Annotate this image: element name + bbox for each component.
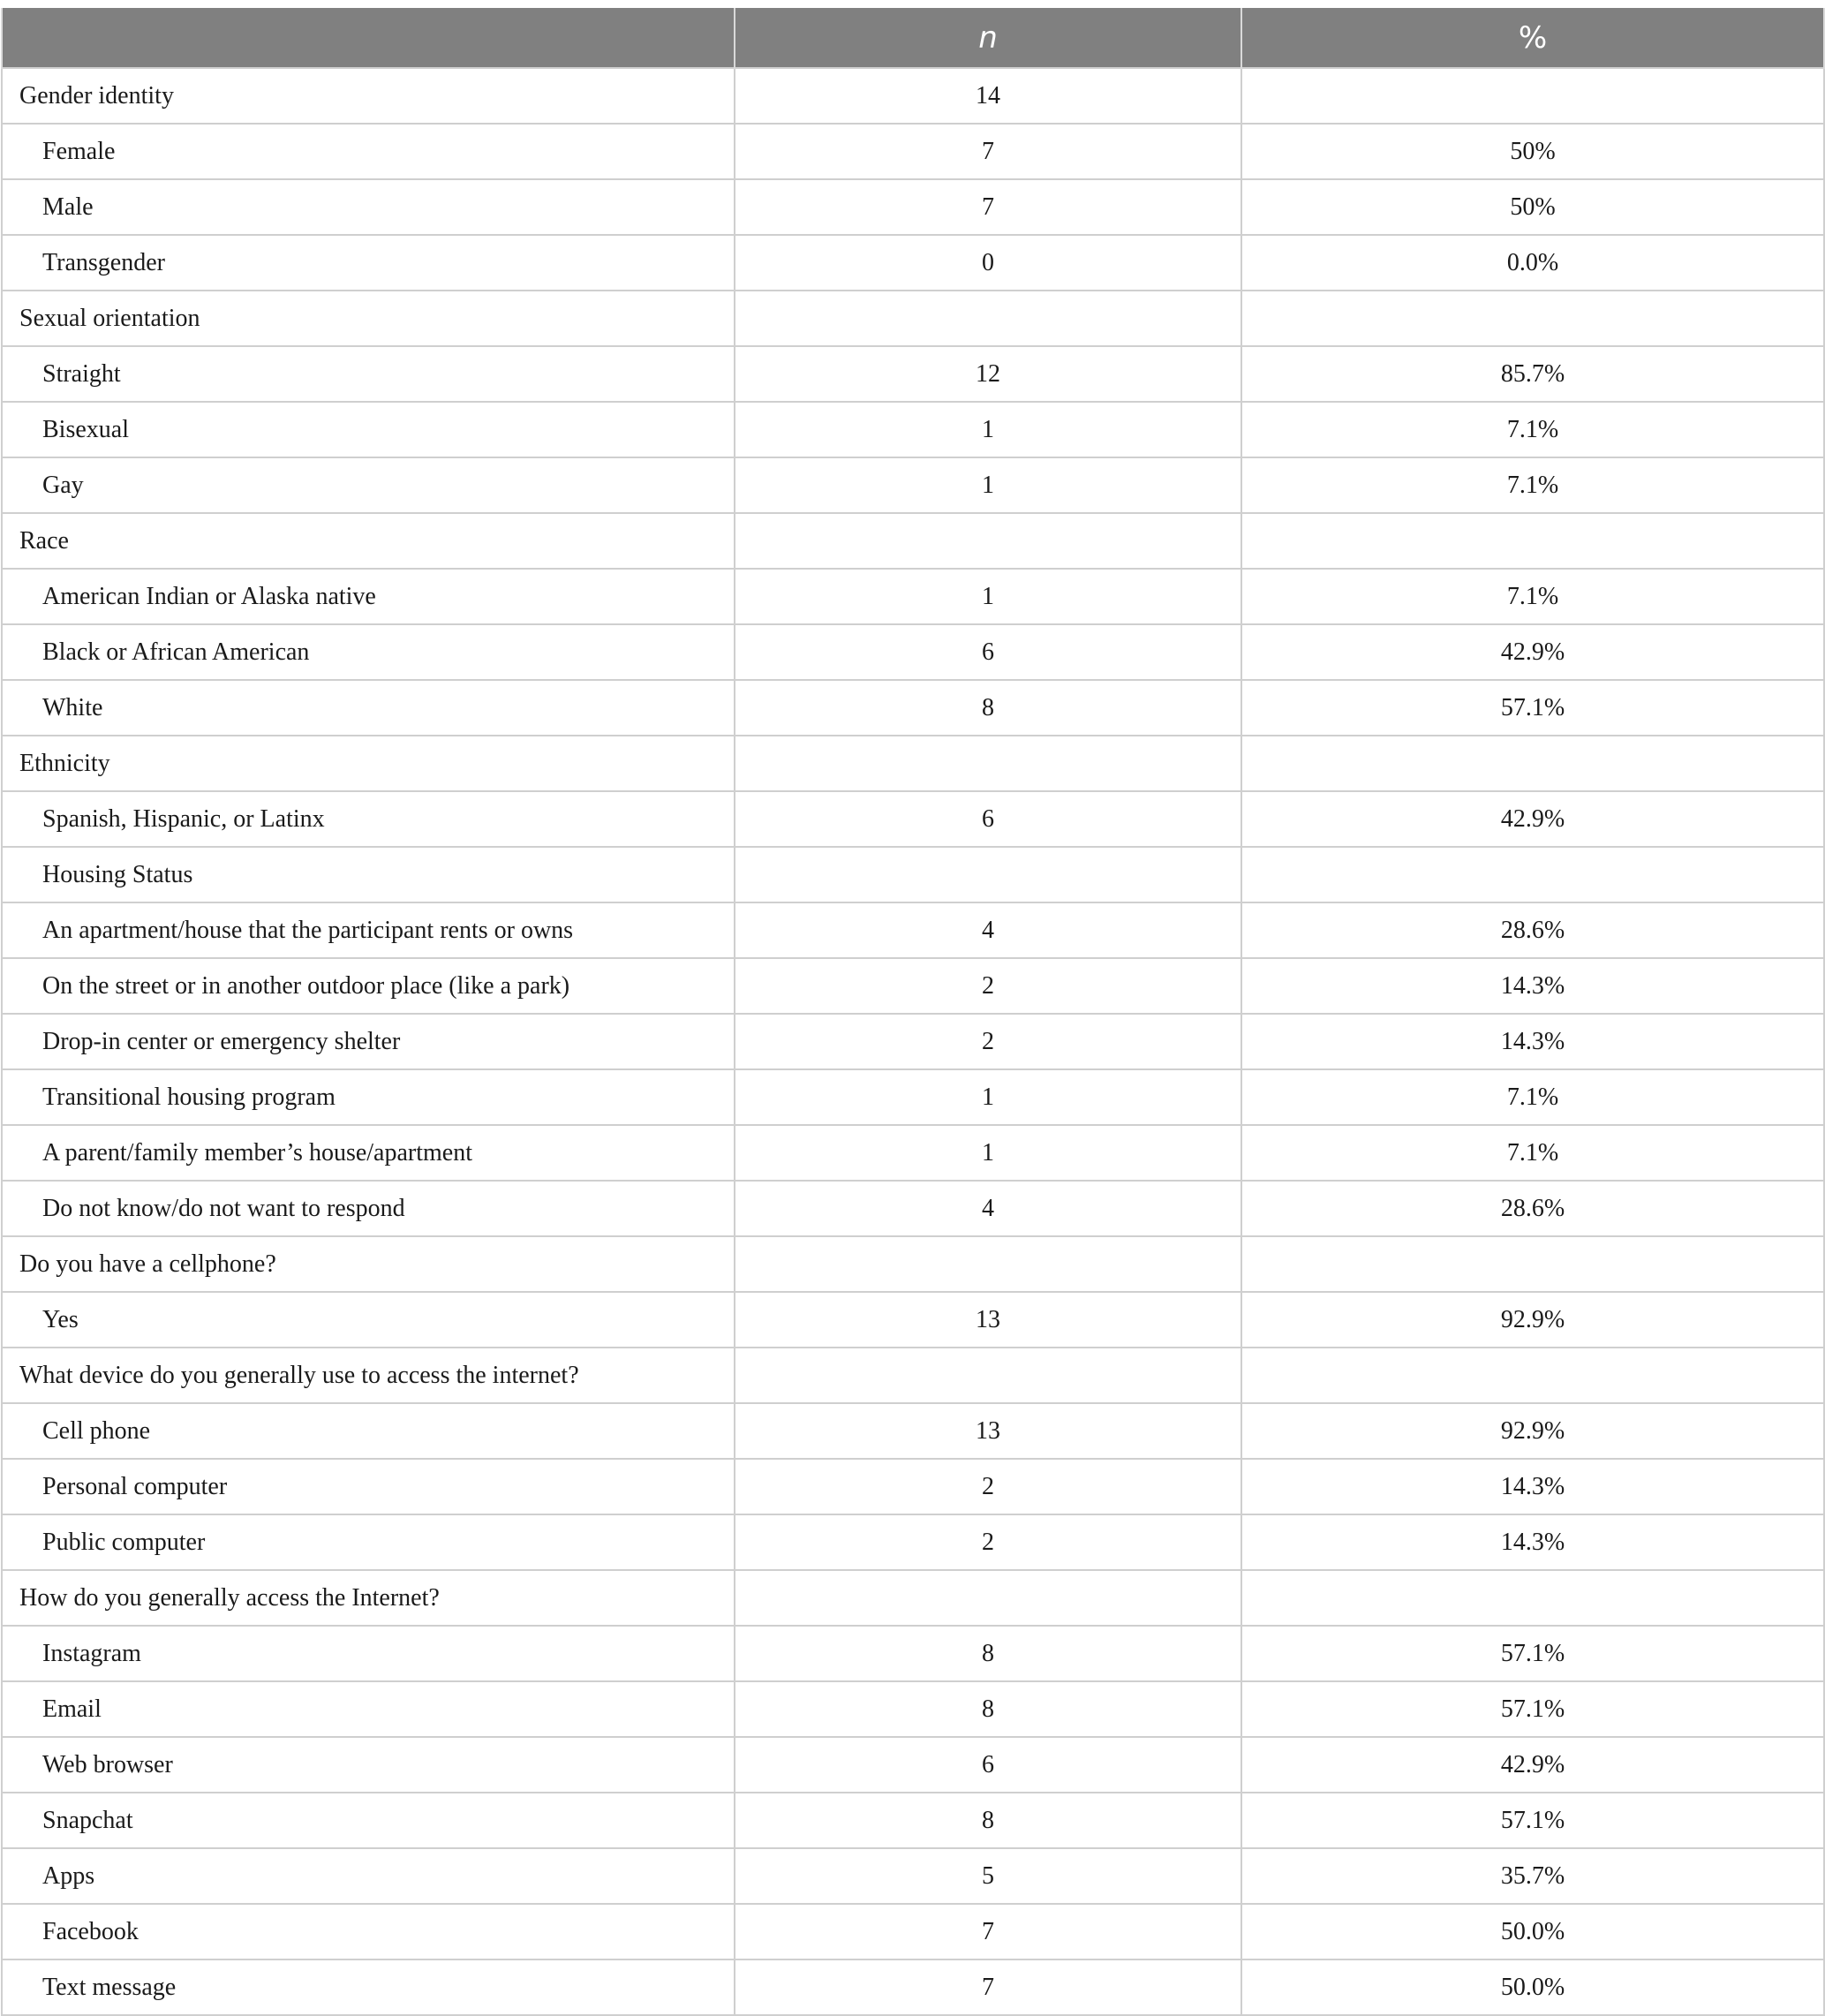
table-row xyxy=(2,124,1824,179)
row-percent-value: 92.9% xyxy=(1241,1292,1824,1348)
row-label: Bisexual xyxy=(2,402,735,457)
row-label: Black or African American xyxy=(2,624,735,680)
row-label: Personal computer xyxy=(2,1459,735,1514)
header-row xyxy=(2,8,1824,68)
row-n-value xyxy=(735,847,1241,902)
row-n-value: 6 xyxy=(735,791,1241,847)
row-label: White xyxy=(2,680,735,736)
row-n-value: 13 xyxy=(735,1403,1241,1459)
row-n-value: 8 xyxy=(735,1626,1241,1681)
table-row xyxy=(2,1181,1824,1236)
table-row xyxy=(2,1959,1824,2015)
row-percent-value: 92.9% xyxy=(1241,1403,1824,1459)
row-percent-value: 42.9% xyxy=(1241,791,1824,847)
row-percent-value: 14.3% xyxy=(1241,958,1824,1014)
table-row xyxy=(2,1292,1824,1348)
row-n-value: 8 xyxy=(735,680,1241,736)
row-label: Cell phone xyxy=(2,1403,735,1459)
row-percent-value: 57.1% xyxy=(1241,1793,1824,1848)
table-row xyxy=(2,513,1824,569)
table-row xyxy=(2,1626,1824,1681)
row-label: Female xyxy=(2,124,735,179)
row-label: On the street or in another outdoor place (like a park) xyxy=(2,958,735,1014)
table-row xyxy=(2,346,1824,402)
row-percent-value: 0.0% xyxy=(1241,235,1824,291)
table-row xyxy=(2,1125,1824,1181)
row-n-value: 7 xyxy=(735,179,1241,235)
row-n-value: 2 xyxy=(735,1459,1241,1514)
row-percent-value: 7.1% xyxy=(1241,569,1824,624)
row-label: Gay xyxy=(2,457,735,513)
row-label: Email xyxy=(2,1681,735,1737)
row-n-value: 2 xyxy=(735,1014,1241,1069)
table-row xyxy=(2,1014,1824,1069)
row-percent-value: 50.0% xyxy=(1241,1959,1824,2015)
row-percent-value: 14.3% xyxy=(1241,1459,1824,1514)
row-percent-value: 57.1% xyxy=(1241,1626,1824,1681)
row-percent-value: 28.6% xyxy=(1241,1181,1824,1236)
row-n-value: 2 xyxy=(735,958,1241,1014)
row-percent-value: 7.1% xyxy=(1241,1069,1824,1125)
row-percent-value xyxy=(1241,513,1824,569)
row-n-value: 1 xyxy=(735,1069,1241,1125)
row-label: Web browser xyxy=(2,1737,735,1793)
row-n-value: 7 xyxy=(735,1959,1241,2015)
table-row xyxy=(2,791,1824,847)
demographics-table xyxy=(1,8,1825,2016)
row-label: Gender identity xyxy=(2,68,735,124)
row-label: A parent/family member’s house/apartment xyxy=(2,1125,735,1181)
row-percent-value: 57.1% xyxy=(1241,680,1824,736)
row-percent-value: 85.7% xyxy=(1241,346,1824,402)
row-label: Housing Status xyxy=(2,847,735,902)
row-label: Race xyxy=(2,513,735,569)
row-label: Sexual orientation xyxy=(2,291,735,346)
row-n-value: 1 xyxy=(735,402,1241,457)
table-row xyxy=(2,1793,1824,1848)
table-row xyxy=(2,457,1824,513)
row-n-value xyxy=(735,291,1241,346)
row-label: What device do you generally use to access the internet? xyxy=(2,1348,735,1403)
table-row xyxy=(2,402,1824,457)
row-label: Instagram xyxy=(2,1626,735,1681)
row-percent-value: 42.9% xyxy=(1241,1737,1824,1793)
row-n-value: 1 xyxy=(735,457,1241,513)
row-label: Straight xyxy=(2,346,735,402)
table-row xyxy=(2,847,1824,902)
row-label: Do you have a cellphone? xyxy=(2,1236,735,1292)
row-label: Transitional housing program xyxy=(2,1069,735,1125)
row-label: Apps xyxy=(2,1848,735,1904)
table-row xyxy=(2,1348,1824,1403)
row-percent-value: 35.7% xyxy=(1241,1848,1824,1904)
row-percent-value xyxy=(1241,291,1824,346)
table-body xyxy=(2,68,1824,2015)
row-label: Snapchat xyxy=(2,1793,735,1848)
row-n-value: 7 xyxy=(735,124,1241,179)
row-n-value: 0 xyxy=(735,235,1241,291)
row-n-value: 14 xyxy=(735,68,1241,124)
table-row xyxy=(2,1681,1824,1737)
row-n-value xyxy=(735,1570,1241,1626)
table-row xyxy=(2,1514,1824,1570)
table-row xyxy=(2,68,1824,124)
row-n-value: 1 xyxy=(735,569,1241,624)
row-n-value xyxy=(735,1236,1241,1292)
row-percent-value: 7.1% xyxy=(1241,402,1824,457)
row-percent-value: 50% xyxy=(1241,179,1824,235)
row-percent-value xyxy=(1241,1348,1824,1403)
row-percent-value: 7.1% xyxy=(1241,1125,1824,1181)
row-n-value: 12 xyxy=(735,346,1241,402)
row-n-value: 6 xyxy=(735,1737,1241,1793)
table-row xyxy=(2,291,1824,346)
row-n-value: 6 xyxy=(735,624,1241,680)
row-n-value: 5 xyxy=(735,1848,1241,1904)
row-percent-value: 7.1% xyxy=(1241,457,1824,513)
table-row xyxy=(2,680,1824,736)
table-row xyxy=(2,1904,1824,1959)
table-row xyxy=(2,179,1824,235)
table-row xyxy=(2,1069,1824,1125)
table-row xyxy=(2,569,1824,624)
table-row xyxy=(2,902,1824,958)
row-percent-value: 57.1% xyxy=(1241,1681,1824,1737)
row-n-value: 2 xyxy=(735,1514,1241,1570)
row-label: Do not know/do not want to respond xyxy=(2,1181,735,1236)
row-percent-value: 14.3% xyxy=(1241,1014,1824,1069)
row-n-value: 4 xyxy=(735,902,1241,958)
row-label: Male xyxy=(2,179,735,235)
row-percent-value xyxy=(1241,847,1824,902)
table-row xyxy=(2,1236,1824,1292)
row-label: An apartment/house that the participant rents or owns xyxy=(2,902,735,958)
row-percent-value: 28.6% xyxy=(1241,902,1824,958)
row-label: Transgender xyxy=(2,235,735,291)
table-row xyxy=(2,1848,1824,1904)
row-label: Yes xyxy=(2,1292,735,1348)
table-row xyxy=(2,1403,1824,1459)
demographics-table-container xyxy=(1,8,1823,2016)
row-percent-value: 14.3% xyxy=(1241,1514,1824,1570)
row-label: American Indian or Alaska native xyxy=(2,569,735,624)
row-percent-value: 50% xyxy=(1241,124,1824,179)
table-row xyxy=(2,1737,1824,1793)
row-percent-value: 50.0% xyxy=(1241,1904,1824,1959)
row-n-value: 13 xyxy=(735,1292,1241,1348)
table-row xyxy=(2,624,1824,680)
row-n-value: 8 xyxy=(735,1793,1241,1848)
row-label: Facebook xyxy=(2,1904,735,1959)
table-row xyxy=(2,235,1824,291)
header-label-column xyxy=(2,8,735,68)
row-n-value: 7 xyxy=(735,1904,1241,1959)
table-row xyxy=(2,958,1824,1014)
table-header xyxy=(2,8,1824,68)
row-label: Drop-in center or emergency shelter xyxy=(2,1014,735,1069)
table-row xyxy=(2,736,1824,791)
row-label: How do you generally access the Internet? xyxy=(2,1570,735,1626)
table-row xyxy=(2,1459,1824,1514)
row-percent-value xyxy=(1241,1236,1824,1292)
row-n-value: 4 xyxy=(735,1181,1241,1236)
row-n-value: 8 xyxy=(735,1681,1241,1737)
row-percent-value: 42.9% xyxy=(1241,624,1824,680)
row-n-value xyxy=(735,1348,1241,1403)
row-label: Ethnicity xyxy=(2,736,735,791)
header-percent-column: % xyxy=(1241,8,1824,68)
row-percent-value xyxy=(1241,1570,1824,1626)
row-n-value xyxy=(735,736,1241,791)
row-label: Public computer xyxy=(2,1514,735,1570)
table-row xyxy=(2,1570,1824,1626)
header-n-column: n xyxy=(735,8,1241,68)
row-percent-value xyxy=(1241,68,1824,124)
row-n-value: 1 xyxy=(735,1125,1241,1181)
row-label: Spanish, Hispanic, or Latinx xyxy=(2,791,735,847)
row-percent-value xyxy=(1241,736,1824,791)
row-n-value xyxy=(735,513,1241,569)
row-label: Text message xyxy=(2,1959,735,2015)
